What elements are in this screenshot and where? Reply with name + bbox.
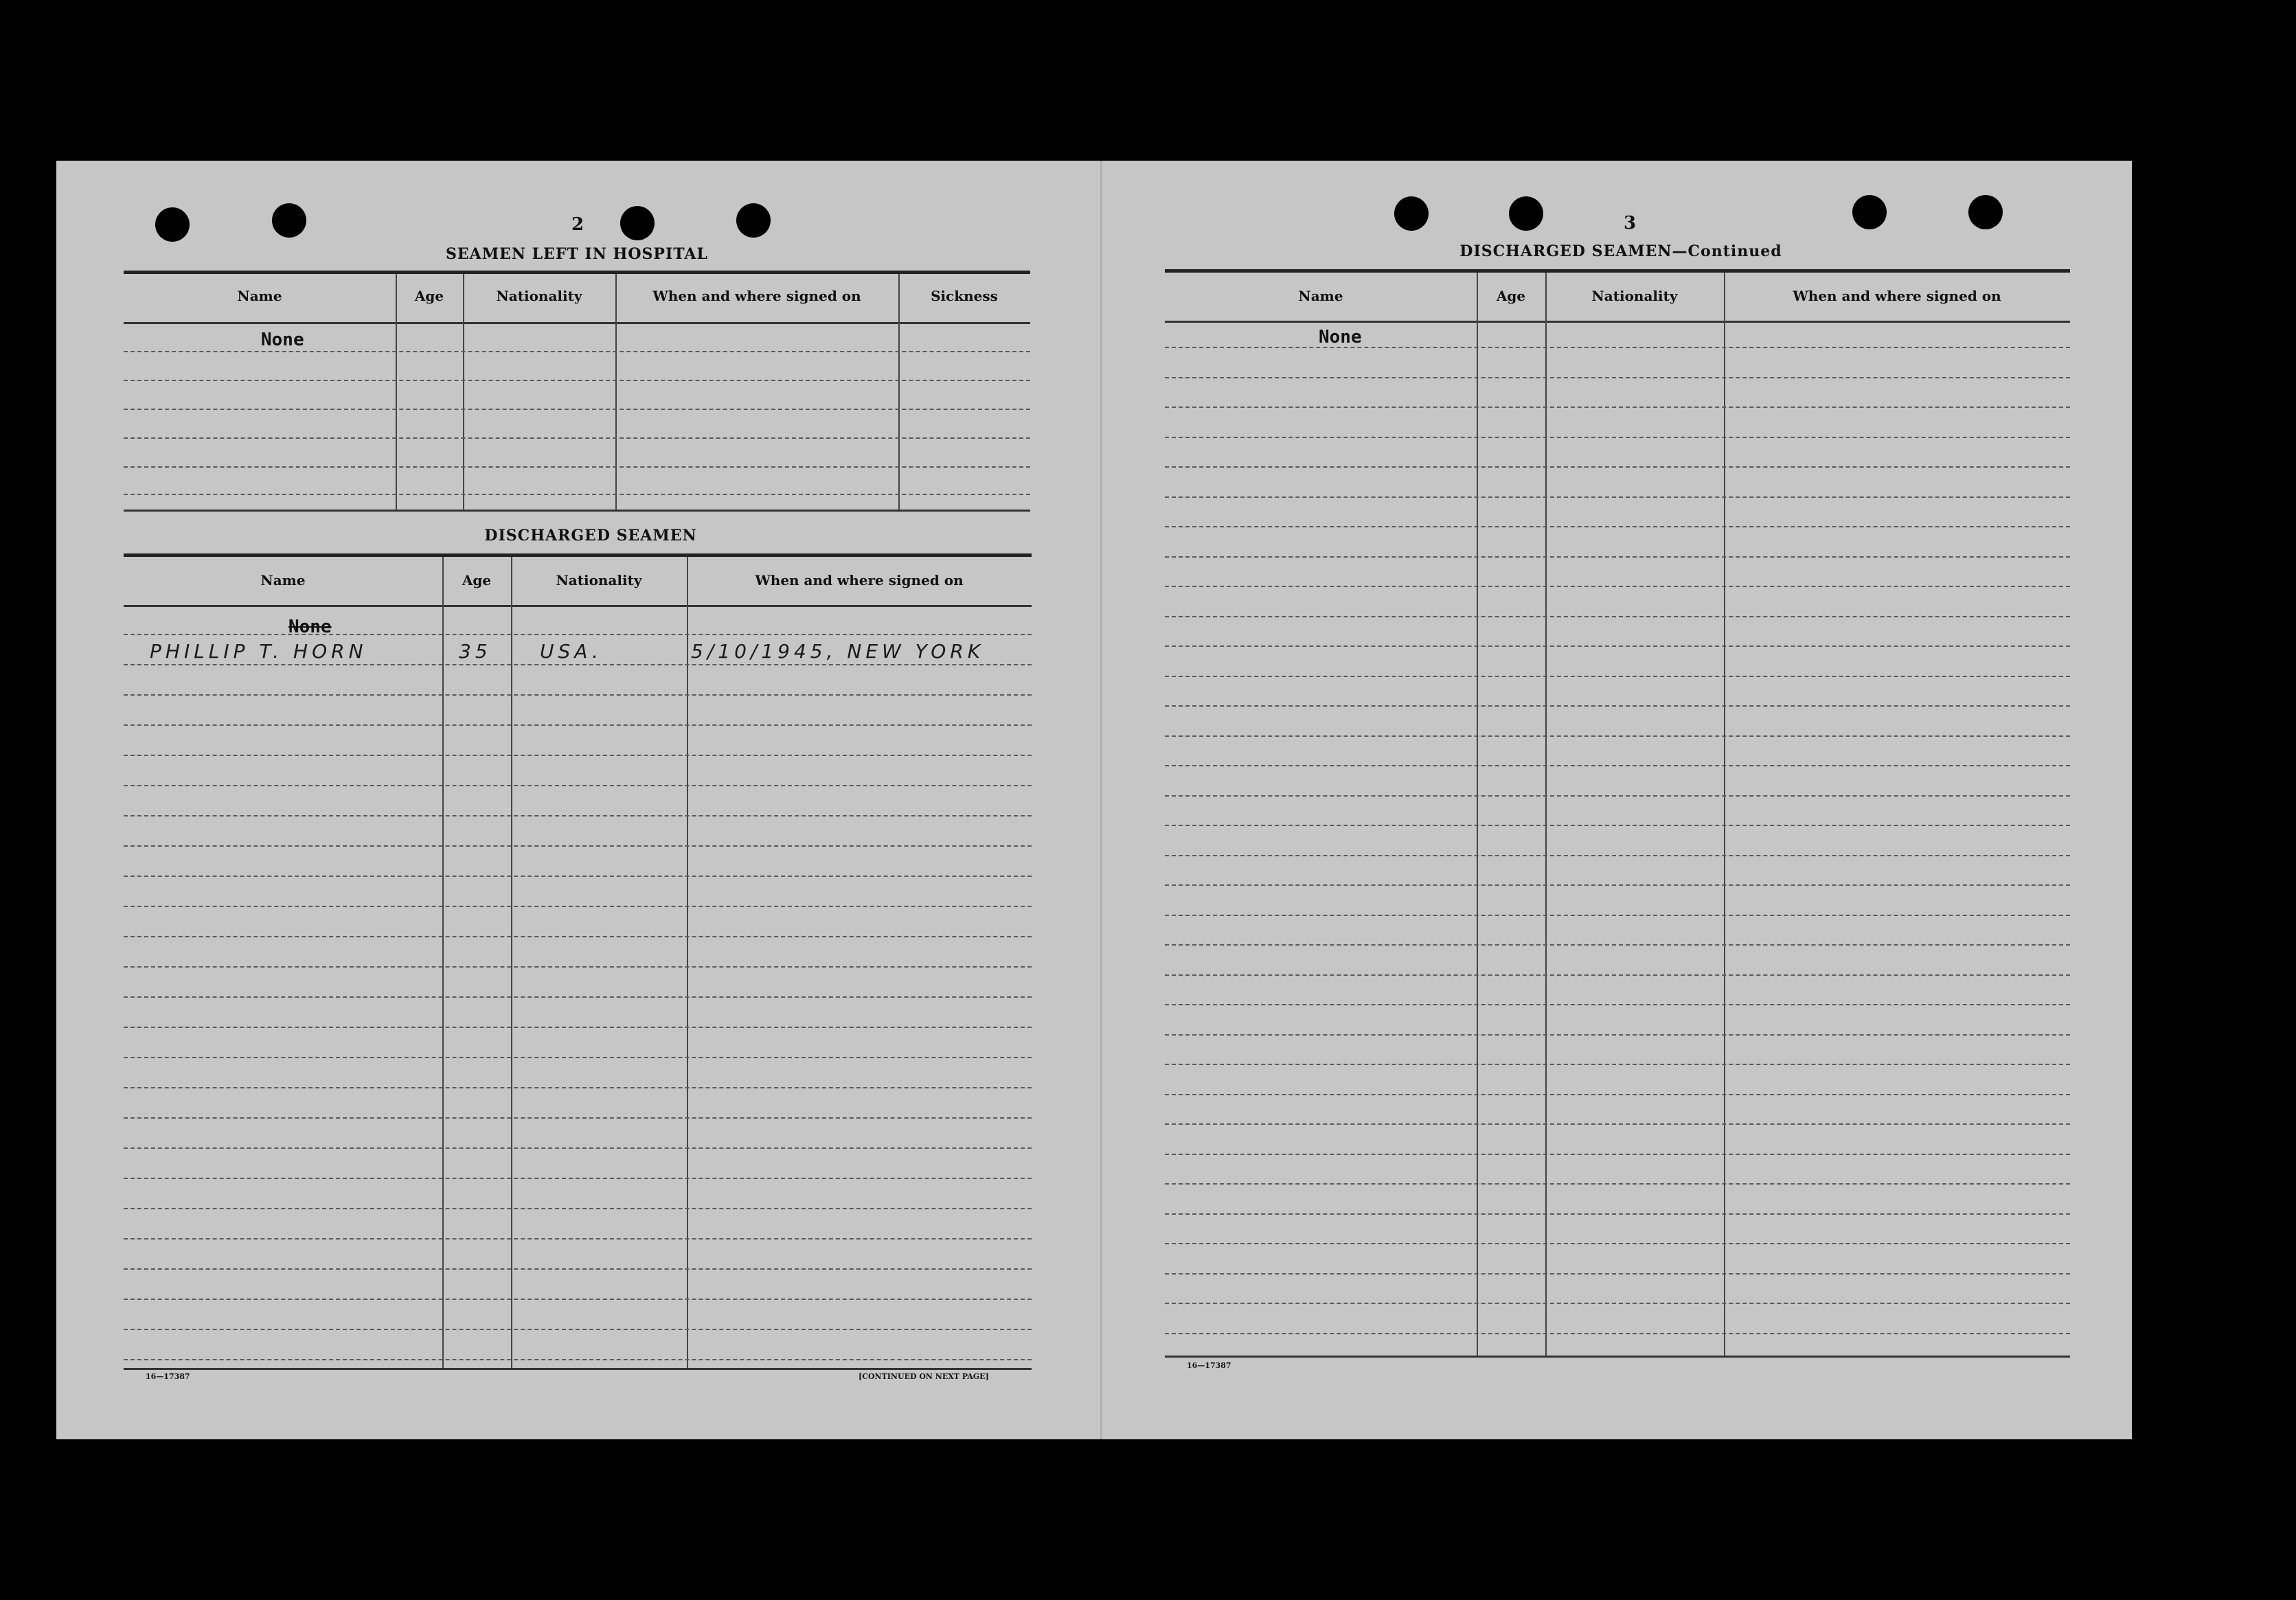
ruled-row [1165, 705, 2070, 707]
col-age: Age [414, 288, 444, 304]
ruled-row [124, 1299, 1032, 1300]
ruled-row [124, 1359, 1032, 1360]
ruled-row [124, 634, 1032, 635]
ruled-row [124, 785, 1032, 786]
ruled-row [1165, 407, 2070, 408]
ruled-row [1165, 1303, 2070, 1304]
ruled-row [124, 1087, 1032, 1088]
punch-hole [1509, 196, 1543, 231]
ruled-row [1165, 1213, 2070, 1215]
col-name: Name [260, 572, 306, 588]
ruled-row [124, 815, 1032, 816]
ruled-row [1165, 1094, 2070, 1095]
ruled-row [124, 966, 1032, 968]
punch-hole [1394, 196, 1429, 231]
col-nationality: Nationality [556, 572, 642, 588]
ruled-row [1165, 347, 2070, 348]
ruled-row [124, 724, 1032, 726]
ruled-row [1165, 1333, 2070, 1334]
ruled-row [1165, 1034, 2070, 1036]
ruled-row [124, 936, 1032, 937]
page-number: 2 [571, 214, 584, 235]
ruled-row [124, 1117, 1032, 1119]
col-name: Name [1298, 288, 1343, 304]
ruled-row [124, 1027, 1032, 1028]
punch-hole [1968, 195, 2003, 229]
col-name: Name [237, 288, 282, 304]
continued-none-entry: None [1319, 327, 1362, 347]
ruled-row [1165, 1154, 2070, 1155]
page-fold [1100, 161, 1102, 1439]
discharged-table [124, 553, 1032, 1370]
ruled-row [124, 755, 1032, 756]
section-title-discharged-continued [1429, 242, 1813, 260]
ruled-row [1165, 466, 2070, 468]
page-number: 3 [1624, 213, 1637, 233]
ruled-row [124, 906, 1032, 907]
discharged-row-nationality: USA. [540, 640, 602, 663]
ruled-row [1165, 437, 2070, 438]
ruled-row [1165, 526, 2070, 527]
ruled-row [1165, 645, 2070, 647]
ruled-row [124, 1057, 1032, 1058]
ruled-row [124, 664, 1032, 665]
continued-note: [CONTINUED ON NEXT PAGE] [859, 1372, 989, 1381]
col-signed-on: When and where signed on [1793, 288, 2001, 304]
punch-hole [736, 203, 771, 238]
col-signed-on: When and where signed on [652, 288, 861, 304]
ruled-row [1165, 586, 2070, 587]
ruled-row [124, 1178, 1032, 1179]
discharged-struck-none: None [288, 617, 332, 637]
punch-hole [1852, 195, 1887, 229]
ruled-row [1165, 795, 2070, 797]
ruled-row [124, 1329, 1032, 1330]
ruled-row [1165, 1123, 2070, 1125]
ruled-row [124, 996, 1032, 998]
ruled-row [124, 1147, 1032, 1149]
section-title-hospital: SEAMEN LEFT IN HOSPITAL [446, 245, 708, 263]
section-title-discharged: DISCHARGED SEAMEN [484, 527, 697, 545]
ruled-row [1165, 765, 2070, 766]
ruled-row [1165, 825, 2070, 826]
ruled-row [124, 845, 1032, 847]
ruled-row [1165, 1243, 2070, 1244]
ruled-row [1165, 1273, 2070, 1275]
ruled-row [1165, 1064, 2070, 1065]
punch-hole [620, 206, 655, 240]
ruled-row [1165, 944, 2070, 946]
form-number: 16—17387 [146, 1372, 190, 1381]
ruled-row [124, 694, 1032, 696]
discharged-continued-table [1165, 269, 2070, 1358]
ruled-row [1165, 855, 2070, 856]
ruled-row [1165, 915, 2070, 916]
ruled-row [1165, 556, 2070, 558]
hospital-none-entry: None [261, 330, 304, 350]
ruled-row [124, 1208, 1032, 1209]
section-title-suffix: —Continued [1672, 242, 1782, 260]
punch-hole [272, 203, 306, 238]
ruled-row [1165, 884, 2070, 886]
col-age: Age [462, 572, 492, 588]
ruled-row [124, 1238, 1032, 1239]
form-number: 16—17387 [1187, 1361, 1231, 1370]
ruled-row [1165, 974, 2070, 976]
ruled-row [1165, 377, 2070, 378]
ruled-row [1165, 496, 2070, 498]
discharged-row-age: 35 [459, 640, 492, 663]
ruled-row [1165, 676, 2070, 677]
ruled-row [1165, 1183, 2070, 1185]
punch-hole [155, 207, 190, 242]
col-nationality: Nationality [496, 288, 582, 304]
discharged-row-signed-on: 5/10/1945, NEW YORK [691, 640, 985, 663]
hospital-table [124, 271, 1030, 512]
col-signed-on: When and where signed on [755, 572, 964, 588]
col-nationality: Nationality [1591, 288, 1678, 304]
col-age: Age [1496, 288, 1526, 304]
discharged-row-name: PHILLIP T. HORN [150, 640, 367, 663]
ruled-row [124, 1268, 1032, 1270]
ruled-row [1165, 1004, 2070, 1005]
section-title-main: DISCHARGED SEAMEN [1459, 242, 1672, 260]
ruled-row [1165, 616, 2070, 617]
ruled-row [1165, 735, 2070, 737]
col-sickness: Sickness [931, 288, 998, 304]
ruled-row [124, 876, 1032, 877]
